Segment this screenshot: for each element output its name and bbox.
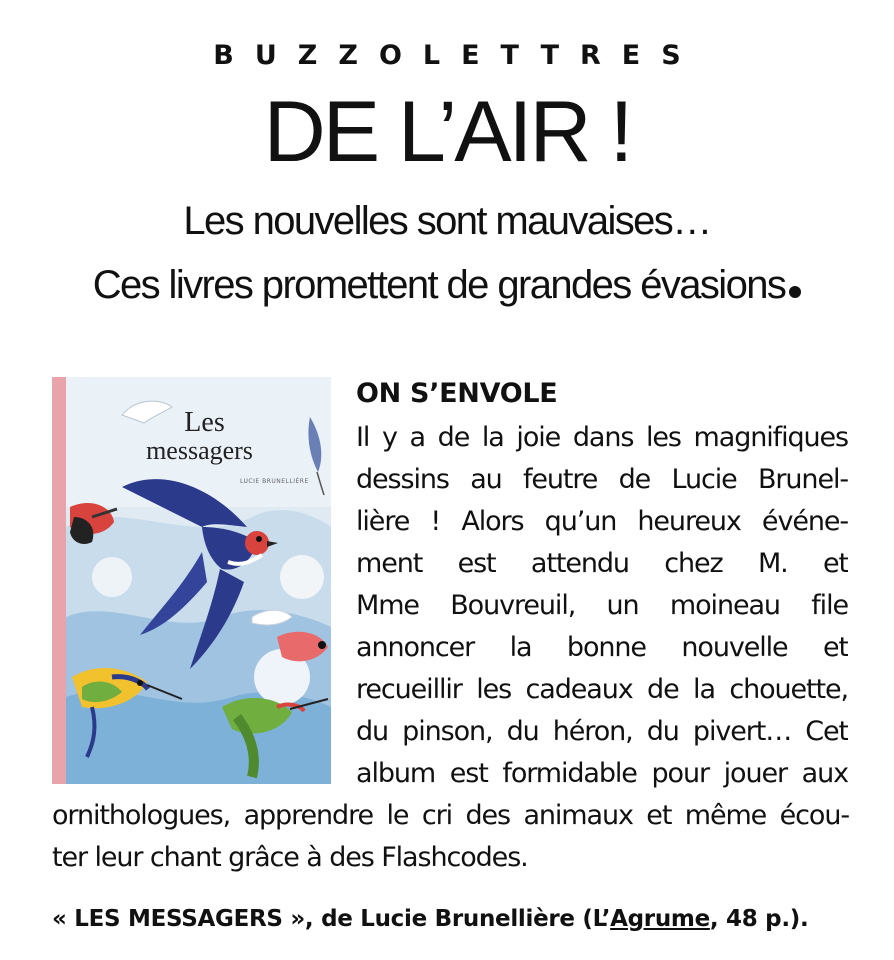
article-line: dessins au feutre de Lucie Brunel- <box>356 464 848 495</box>
publisher-name: Agrume <box>610 906 710 932</box>
article-line: Il y a de la joie dans les magnifiques <box>356 422 848 453</box>
cover-title-line-1: Les <box>184 407 225 438</box>
article-line: album est formidable pour jouer aux <box>356 758 848 789</box>
bullet-dot-icon <box>789 286 801 298</box>
article-line: recueillir les cadeaux de la chouette, <box>356 674 848 705</box>
book-credit <box>52 906 808 932</box>
deck-line-1: Les nouvelles sont mauvaises… <box>183 199 711 243</box>
cover-title-line-2: messagers <box>146 436 253 465</box>
credit-prefix: « LES MESSAGERS », de Lucie Brunellière (L’ <box>52 906 611 932</box>
cover-author: LUCIE BRUNELLIÈRE <box>240 478 309 485</box>
credit-suffix: , 48 p.). <box>709 906 809 932</box>
article-line: Mme Bouvreuil, un moineau file <box>356 590 848 621</box>
article-line: annoncer la bonne nouvelle et <box>356 632 848 663</box>
article-line: du pinson, du héron, du pivert… Cet <box>356 716 848 747</box>
article-line: lière ! Alors qu’un heureux événe- <box>356 506 848 537</box>
article-line: ter leur chant grâce à des Flashcodes. <box>52 842 528 873</box>
section-kicker: BUZZOLETTRES <box>213 40 702 71</box>
section-title: ON S’ENVOLE <box>356 378 558 409</box>
book-cover-image <box>52 377 331 784</box>
deck-line-2: Ces livres promettent de grandes évasions <box>0 262 894 308</box>
page-headline: DE L’AIR ! <box>263 84 631 180</box>
article-line: ment est attendu chez M. et <box>356 548 848 579</box>
article-line: ornithologues, apprendre le cri des animaux et même écou- <box>52 800 849 831</box>
book-cover-illustration <box>52 377 331 784</box>
